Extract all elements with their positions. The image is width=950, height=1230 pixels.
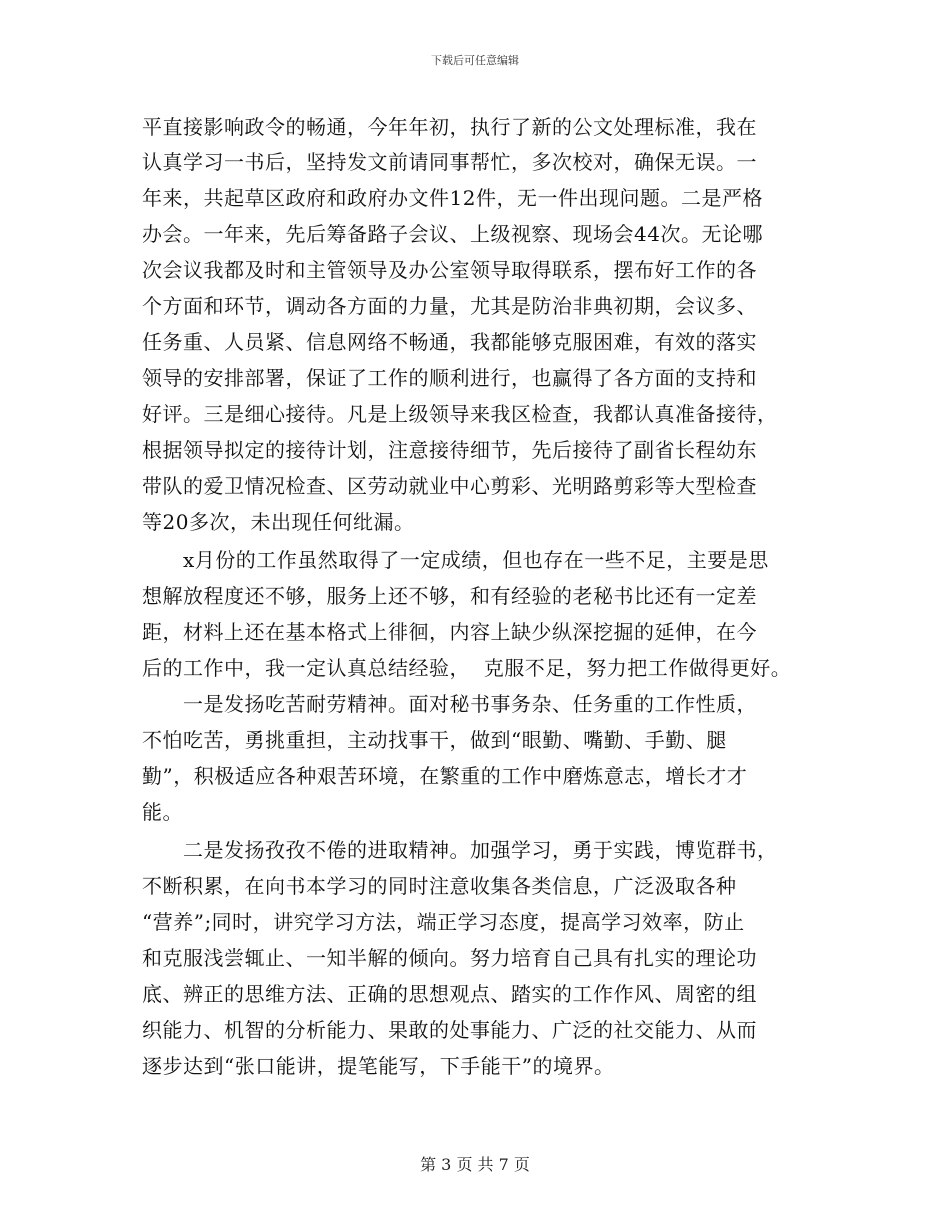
- text-line: 想解放程度还不够，服务上还不够，和有经验的老秘书比还有一定差: [142, 584, 757, 608]
- text-line: x月份的工作虽然取得了一定成绩，但也存在一些不足，主要是思: [183, 548, 769, 572]
- text-line: 不断积累，在向书本学习的同时注意收集各类信息，广泛汲取各种: [142, 874, 737, 898]
- text-line: 领导的安排部署，保证了工作的顺利进行，也赢得了各方面的支持和: [142, 366, 757, 390]
- text-line: 带队的爱卫情况检查、区劳动就业中心剪彩、光明路剪彩等大型检查: [142, 474, 757, 498]
- text-line: 好评。三是细心接待。凡是上级领导来我区检查，我都认真准备接待，: [142, 402, 778, 426]
- page-number-footer: 第 3 页 共 7 页: [420, 1155, 530, 1174]
- text-line: 逐步达到“张口能讲，提笔能写，下手能干”的境界。: [142, 1054, 615, 1078]
- text-line: 和克服浅尝辄止、一知半解的倾向。努力培育自己具有扎实的理论功: [142, 946, 757, 970]
- text-line: 平直接影响政令的畅通，今年年初，执行了新的公文处理标准，我在: [142, 115, 757, 139]
- text-line: 个方面和环节，调动各方面的力量，尤其是防治非典初期，会议多、: [142, 294, 757, 318]
- text-line: 办会。一年来，先后筹备路子会议、上级视察、现场会44次。无论哪: [142, 222, 763, 246]
- text-line: 次会议我都及时和主管领导及办公室领导取得联系，摆布好工作的各: [142, 258, 757, 282]
- text-line: 织能力、机智的分析能力、果敢的处事能力、广泛的社交能力、从而: [142, 1018, 757, 1042]
- text-line: 底、辨正的思维方法、正确的思想观点、踏实的工作作风、周密的组: [142, 982, 757, 1006]
- text-line: 根据领导拟定的接待计划，注意接待细节，先后接待了副省长程幼东: [142, 438, 757, 462]
- text-line: 二是发扬孜孜不倦的进取精神。加强学习，勇于实践，博览群书，: [183, 838, 778, 862]
- text-line: 一是发扬吃苦耐劳精神。面对秘书事务杂、任务重的工作性质，: [183, 692, 757, 716]
- text-line: 任务重、人员紧、信息网络不畅通，我都能够克服困难，有效的落实: [142, 330, 757, 354]
- text-line: 能。: [142, 800, 183, 824]
- text-line: 距，材料上还在基本格式上徘徊，内容上缺少纵深挖掘的延伸，在今: [142, 620, 757, 644]
- text-line: “营养”;同时，讲究学习方法，端正学习态度，提高学习效率，防止: [142, 910, 745, 934]
- text-line: 后的工作中，我一定认真总结经验， 克服不足，努力把工作做得更好。: [142, 656, 792, 680]
- text-line: 等20多次，未出现任何纰漏。: [142, 510, 415, 534]
- text-line: 勤”，积极适应各种艰苦环境，在繁重的工作中磨炼意志，增长才才: [142, 764, 748, 788]
- page-header-note: 下载后可任意编辑: [431, 54, 519, 67]
- text-line: 认真学习一书后，坚持发文前请同事帮忙，多次校对，确保无误。一: [142, 150, 757, 174]
- text-line: 年来，共起草区政府和政府办文件12件，无一件出现问题。二是严格: [142, 186, 763, 210]
- text-line: 不怕吃苦，勇挑重担，主动找事干，做到“眼勤、嘴勤、手勤、腿: [142, 728, 727, 752]
